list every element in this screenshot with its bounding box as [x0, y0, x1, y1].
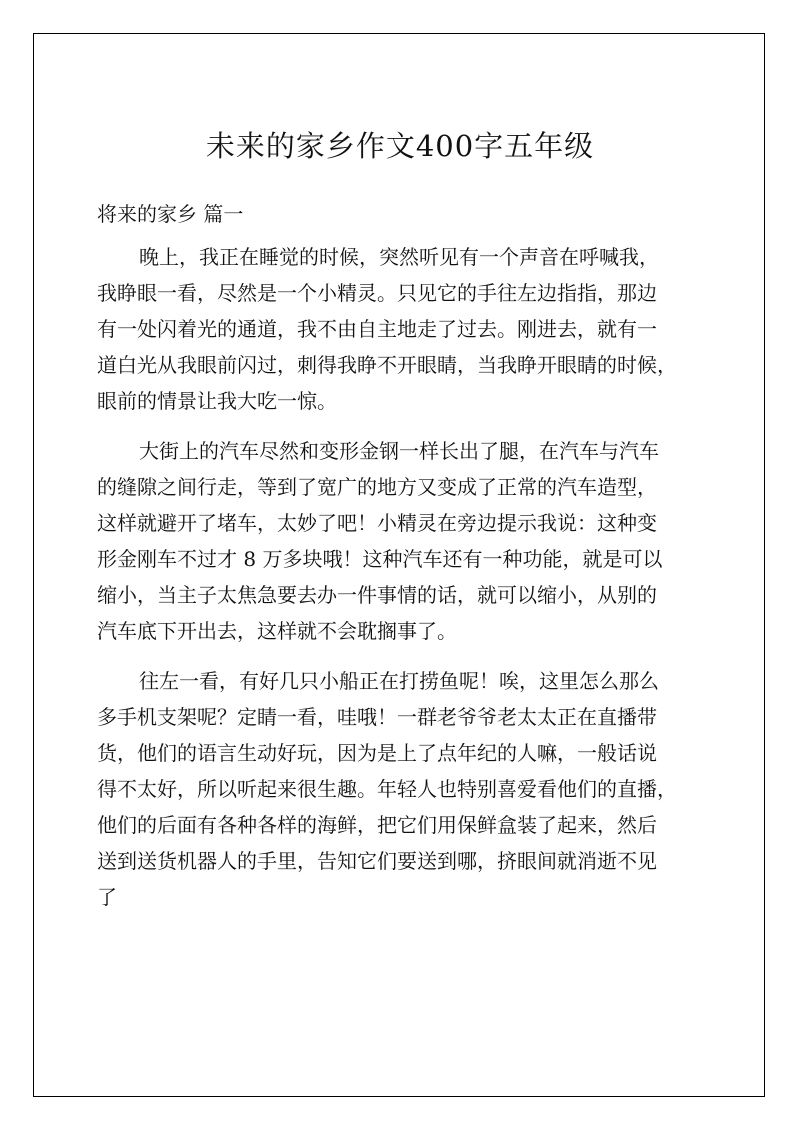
text-line: 的缝隙之间行走，等到了宽广的地方又变成了正常的汽车造型， [97, 475, 657, 499]
document-title: 未来的家乡作文400字五年级 [205, 129, 595, 163]
paragraph-3 [97, 663, 704, 915]
text-line: 缩小，当主子太焦急要去办一件事情的话，就可以缩小，从别的 [97, 583, 657, 607]
text-line: 得不太好，所以听起来很生趣。年轻人也特别喜爱看他们的直播， [97, 777, 677, 801]
text-line: 晚上，我正在睡觉的时候，突然听见有一个声音在呼喊我， [139, 245, 659, 269]
text-line: 往左一看，有好几只小船正在打捞鱼呢！唉，这里怎么那么 [139, 669, 659, 693]
text-line: 形金刚车不过才 8 万多块哦！这种汽车还有一种功能，就是可以 [97, 547, 663, 571]
text-line: 有一处闪着光的通道，我不由自主地走了过去。刚进去，就有一 [97, 317, 657, 341]
text-line: 了 [97, 885, 117, 909]
text-line: 我睁眼一看，尽然是一个小精灵。只见它的手往左边指指，那边 [97, 281, 657, 305]
text-line: 送到送货机器人的手里，告知它们要送到哪，挤眼间就消逝不见 [97, 849, 657, 873]
text-line: 汽车底下开出去，这样就不会耽搁事了。 [97, 619, 457, 643]
text-line: 多手机支架呢？定睛一看，哇哦！一群老爷爷老太太正在直播带 [97, 705, 657, 729]
text-line: 眼前的情景让我大吃一惊。 [97, 389, 337, 413]
text-line: 货，他们的语言生动好玩，因为是上了点年纪的人嘛，一般话说 [97, 741, 657, 765]
text-line: 道白光从我眼前闪过，刺得我睁不开眼睛，当我睁开眼睛的时候， [97, 353, 677, 377]
document-body [97, 239, 704, 929]
paragraph-2 [97, 433, 704, 649]
text-line: 这样就避开了堵车，太妙了吧！小精灵在旁边提示我说：这种变 [97, 511, 657, 535]
text-line: 他们的后面有各种各样的海鲜，把它们用保鲜盒装了起来，然后 [97, 813, 657, 837]
paragraph-1 [97, 239, 704, 419]
section-heading: 将来的家乡 篇一 [97, 202, 244, 226]
text-line: 大街上的汽车尽然和变形金钢一样长出了腿，在汽车与汽车 [139, 439, 659, 463]
